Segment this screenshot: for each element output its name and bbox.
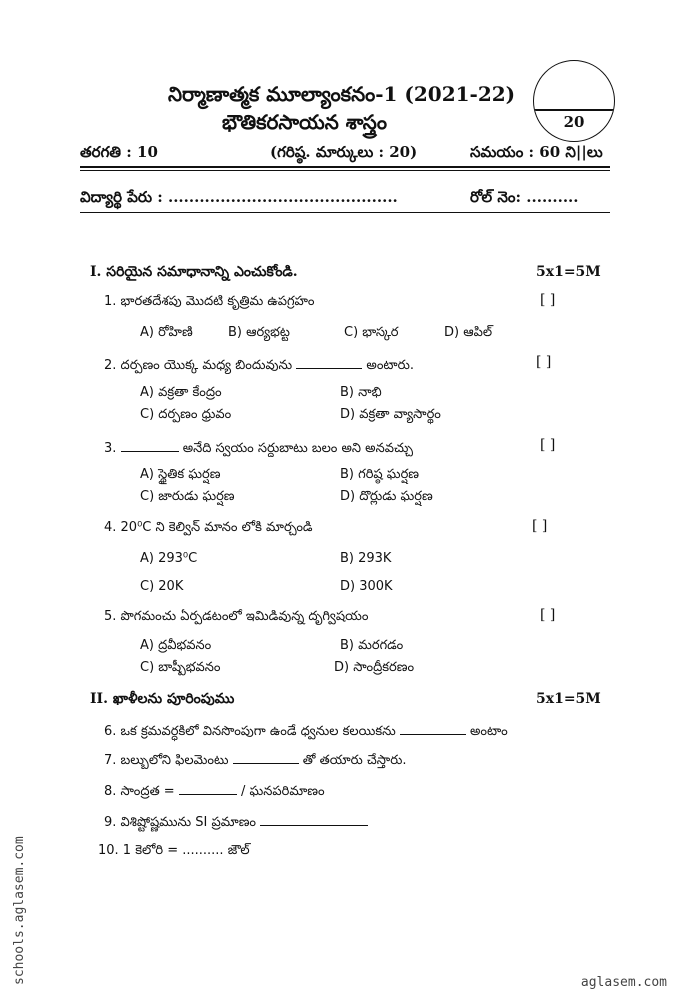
question-3-text-a: 3. bbox=[104, 441, 117, 456]
question-7-text-a: 7. బల్బులోని ఫిలమెంటు bbox=[104, 753, 229, 768]
question-8-text-b: / ఘనపరిమాణం bbox=[241, 784, 325, 799]
q3-option-d: D) దొర్లుడు ఘర్షణ bbox=[340, 489, 433, 504]
exam-time: సమయం : 60 ని||లు bbox=[470, 143, 603, 161]
q2-option-d: D) వక్రతా వ్యాసార్థం bbox=[340, 407, 441, 422]
q2-option-b: B) నాభి bbox=[340, 385, 382, 400]
question-4: 4. 20⁰C ని కెల్విన్ మానం లోకి మార్చండి bbox=[104, 520, 313, 535]
q1-option-b: B) ఆర్యభట్ట bbox=[228, 325, 290, 340]
q1-option-d: D) ఆపిల్ bbox=[444, 325, 493, 340]
section2-marks: 5x1=5M bbox=[536, 691, 601, 707]
question-7-text-b: తో తయారు చేస్తారు. bbox=[302, 753, 407, 768]
header-rule-bottom bbox=[80, 170, 610, 171]
watermark-horizontal: aglasem.com bbox=[580, 975, 667, 990]
question-10: 10. 1 కెలోరి = .......... జౌల్ bbox=[98, 843, 250, 858]
q5-option-a: A) ద్రవీభవనం bbox=[140, 638, 212, 653]
question-8 bbox=[104, 782, 325, 802]
question-7 bbox=[104, 751, 407, 771]
question-1: 1. భారతదేశపు మొదటి కృత్రిమ ఉపగ్రహం bbox=[104, 294, 315, 309]
q3-option-c: C) జారుడు ఘర్షణ bbox=[140, 489, 235, 504]
question-7-blank bbox=[233, 751, 299, 764]
question-5: 5. పొగమంచు ఏర్పడటంలో ఇమిడివున్న దృగ్విషయం bbox=[104, 609, 369, 624]
q5-option-c: C) బాష్పీభవనం bbox=[140, 660, 221, 675]
question-8-blank bbox=[179, 782, 237, 795]
q4-option-a: A) 293⁰C bbox=[140, 551, 198, 566]
section2-heading: II. ఖాళీలను పూరింపుము bbox=[90, 691, 235, 707]
q1-option-a: A) రోహిణి bbox=[140, 325, 193, 340]
answer-bracket-1: [ ] bbox=[540, 292, 556, 308]
question-8-text-a: 8. సాంద్రత = bbox=[104, 784, 175, 799]
question-2-blank bbox=[296, 356, 362, 369]
answer-bracket-4: [ ] bbox=[532, 518, 548, 534]
question-6-text-a: 6. ఒక క్రమవర్ధకిలో వినసొంపుగా ఉండే ధ్వనుల కలయికను bbox=[104, 724, 396, 739]
question-6-blank bbox=[400, 722, 466, 735]
circle-divider bbox=[534, 109, 614, 111]
header-rule-top bbox=[80, 166, 610, 168]
subject-title: భౌతికరసాయన శాస్త్రం bbox=[222, 110, 387, 134]
question-3-text-b: అనేది స్వయం సర్దుబాటు బలం అని అనవచ్చు bbox=[182, 441, 414, 456]
question-2-text-b: అంటారు. bbox=[366, 358, 414, 373]
max-marks: (గరిష్ఠ. మార్కులు : 20) bbox=[270, 143, 418, 161]
section1-marks: 5x1=5M bbox=[536, 264, 601, 280]
q4-option-b: B) 293K bbox=[340, 551, 392, 566]
answer-bracket-3: [ ] bbox=[540, 437, 556, 453]
section1-heading: I. సరియైన సమాధానాన్ని ఎంచుకోండి. bbox=[90, 264, 298, 280]
q5-option-b: B) మరగడం bbox=[340, 638, 404, 653]
question-6 bbox=[104, 722, 508, 742]
question-9 bbox=[104, 813, 368, 833]
q1-option-c: C) భాస్కర bbox=[344, 325, 399, 340]
circle-number: 20 bbox=[563, 113, 585, 131]
q2-option-c: C) దర్పణం ధ్రువం bbox=[140, 407, 232, 422]
question-9-blank bbox=[260, 813, 368, 826]
roll-number-field: రోల్ నెం: .......... bbox=[470, 188, 579, 206]
question-2 bbox=[104, 356, 414, 376]
q3-option-a: A) స్థైతిక ఘర్షణ bbox=[140, 467, 221, 482]
question-2-text-a: 2. దర్పణం యొక్క మధ్య బిందువును bbox=[104, 358, 293, 373]
marks-circle bbox=[533, 60, 615, 142]
watermark-vertical: schools.aglasem.com bbox=[12, 836, 27, 985]
answer-bracket-5: [ ] bbox=[540, 607, 556, 623]
q4-option-c: C) 20K bbox=[140, 579, 184, 594]
answer-bracket-2: [ ] bbox=[536, 354, 552, 370]
student-name-field: విద్యార్థి పేరు : ............................................ bbox=[80, 188, 398, 206]
q3-option-b: B) గరిష్ఠ ఘర్షణ bbox=[340, 467, 420, 482]
question-9-text-a: 9. విశిష్టోష్ణమును SI ప్రమాణం bbox=[104, 815, 257, 830]
q4-option-d: D) 300K bbox=[340, 579, 393, 594]
name-rule bbox=[80, 212, 610, 213]
q2-option-a: A) వక్రతా కేంద్రం bbox=[140, 385, 222, 400]
q5-option-d: D) సాంద్రీకరణం bbox=[334, 660, 415, 675]
question-6-text-b: అంటాం bbox=[470, 724, 508, 739]
class-label: తరగతి : 10 bbox=[80, 143, 158, 161]
question-3-blank bbox=[121, 439, 179, 452]
question-3 bbox=[104, 439, 413, 459]
exam-title: నిర్మాణాత్మక మూల్యాంకనం-1 (2021-22) bbox=[168, 82, 516, 106]
